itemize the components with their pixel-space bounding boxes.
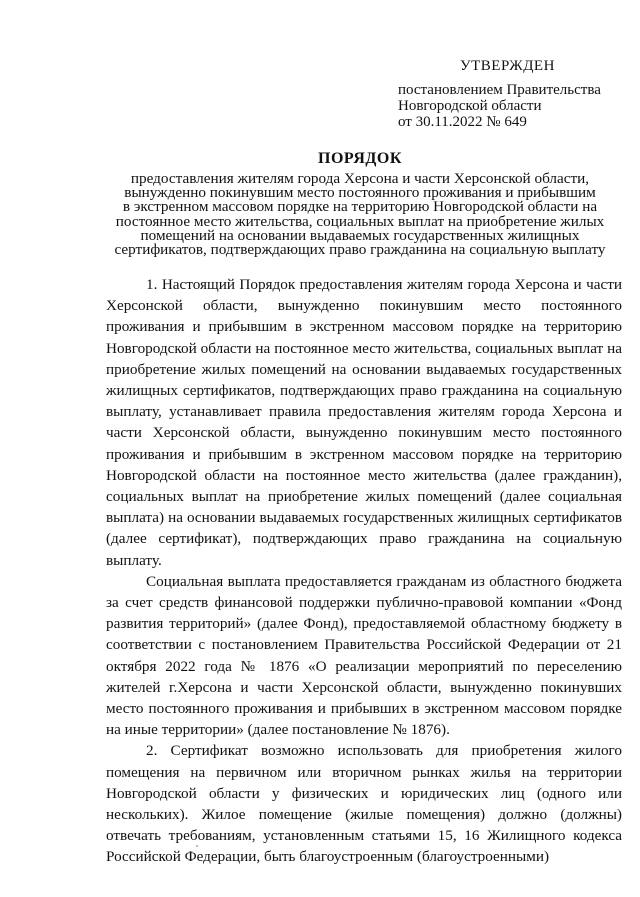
subtitle-line: сертификатов, подтверждающих право гражданина на социальную выплату	[114, 241, 606, 259]
document-body	[106, 274, 622, 868]
document-title: ПОРЯДОК	[318, 150, 402, 167]
subtitle-line: постоянное место жительства, социальных выплат на приобретение жилых	[115, 212, 605, 230]
subtitle-line: в экстренном массовом порядке на территорию Новгородской области на	[122, 198, 598, 216]
scan-mark	[196, 845, 198, 847]
subtitle-line: помещений на основании выдаваемых государственных жилищных	[140, 226, 580, 244]
paragraph-1: 1. Настоящий Порядок предоставления жителям города Херсона и части Херсонской области, вынужденно покинувшим место постоянного проживания и прибывшим в экстренном массовом порядке на территорию Новгородской области на постоянное место жительства, социальных выплат на приобретение жилых помещений на основании выдаваемых государственных жилищных сертификатов, подтверждающих право гражданина на социальную выплату, устанавливает правила предоставления жителям города Херсона и части Херсонской области, вынужденно покинувшим место постоянного проживания и прибывшим в экстренном массовом порядке на территорию Новгородской области на постоянное место жительства (далее гражданин), социальных выплат на приобретение жилых помещений (далее социальная выплата) на основании выдаваемых государственных жилищных сертификатов (далее сертификат), подтверждающих право гражданина на социальную выплату.	[106, 276, 622, 569]
document-subtitle	[106, 172, 614, 257]
approval-line-2: Новгородской области	[398, 98, 542, 114]
approval-line-3: от 30.11.2022 № 649	[398, 114, 527, 130]
paragraph-3: 2. Сертификат возможно использовать для приобретения жилого помещения на первичном или вторичном рынках жилья на территории Новгородской области у физических и юридических лиц (одного или нескольких). Жилое помещение (жилые помещения) должно (должны) отвечать требованиям, установленным статьями 15, 16 Жилищного кодекса Российской Федерации, быть благоустроенным (благоустроенными)	[106, 742, 622, 866]
approved-heading: УТВЕРЖДЕН	[460, 58, 555, 74]
subtitle-line: предоставления жителям города Херсона и части Херсонской области,	[130, 170, 590, 187]
approval-stamp	[398, 58, 628, 130]
subtitle-line: вынужденно покинувшим место постоянного проживания и прибывшим	[124, 184, 596, 202]
approval-line-1: постановлением Правительства	[398, 82, 601, 98]
paragraph-2: Социальная выплата предоставляется гражданам из областного бюджета за счет средств финансовой поддержки публично-правовой компании «Фонд развития территорий» (далее Фонд), предоставляемой областному бюджету в соответствии с постановлением Правительства Российской Федерации от 21 октября 2022 года № 1876 «О реализации мероприятий по переселению жителей г.Херсона и части Херсонской области, вынужденно покинувших место постоянного проживания и прибывших в экстренном массовом порядке на иные территории» (далее постановление № 1876).	[106, 572, 622, 739]
